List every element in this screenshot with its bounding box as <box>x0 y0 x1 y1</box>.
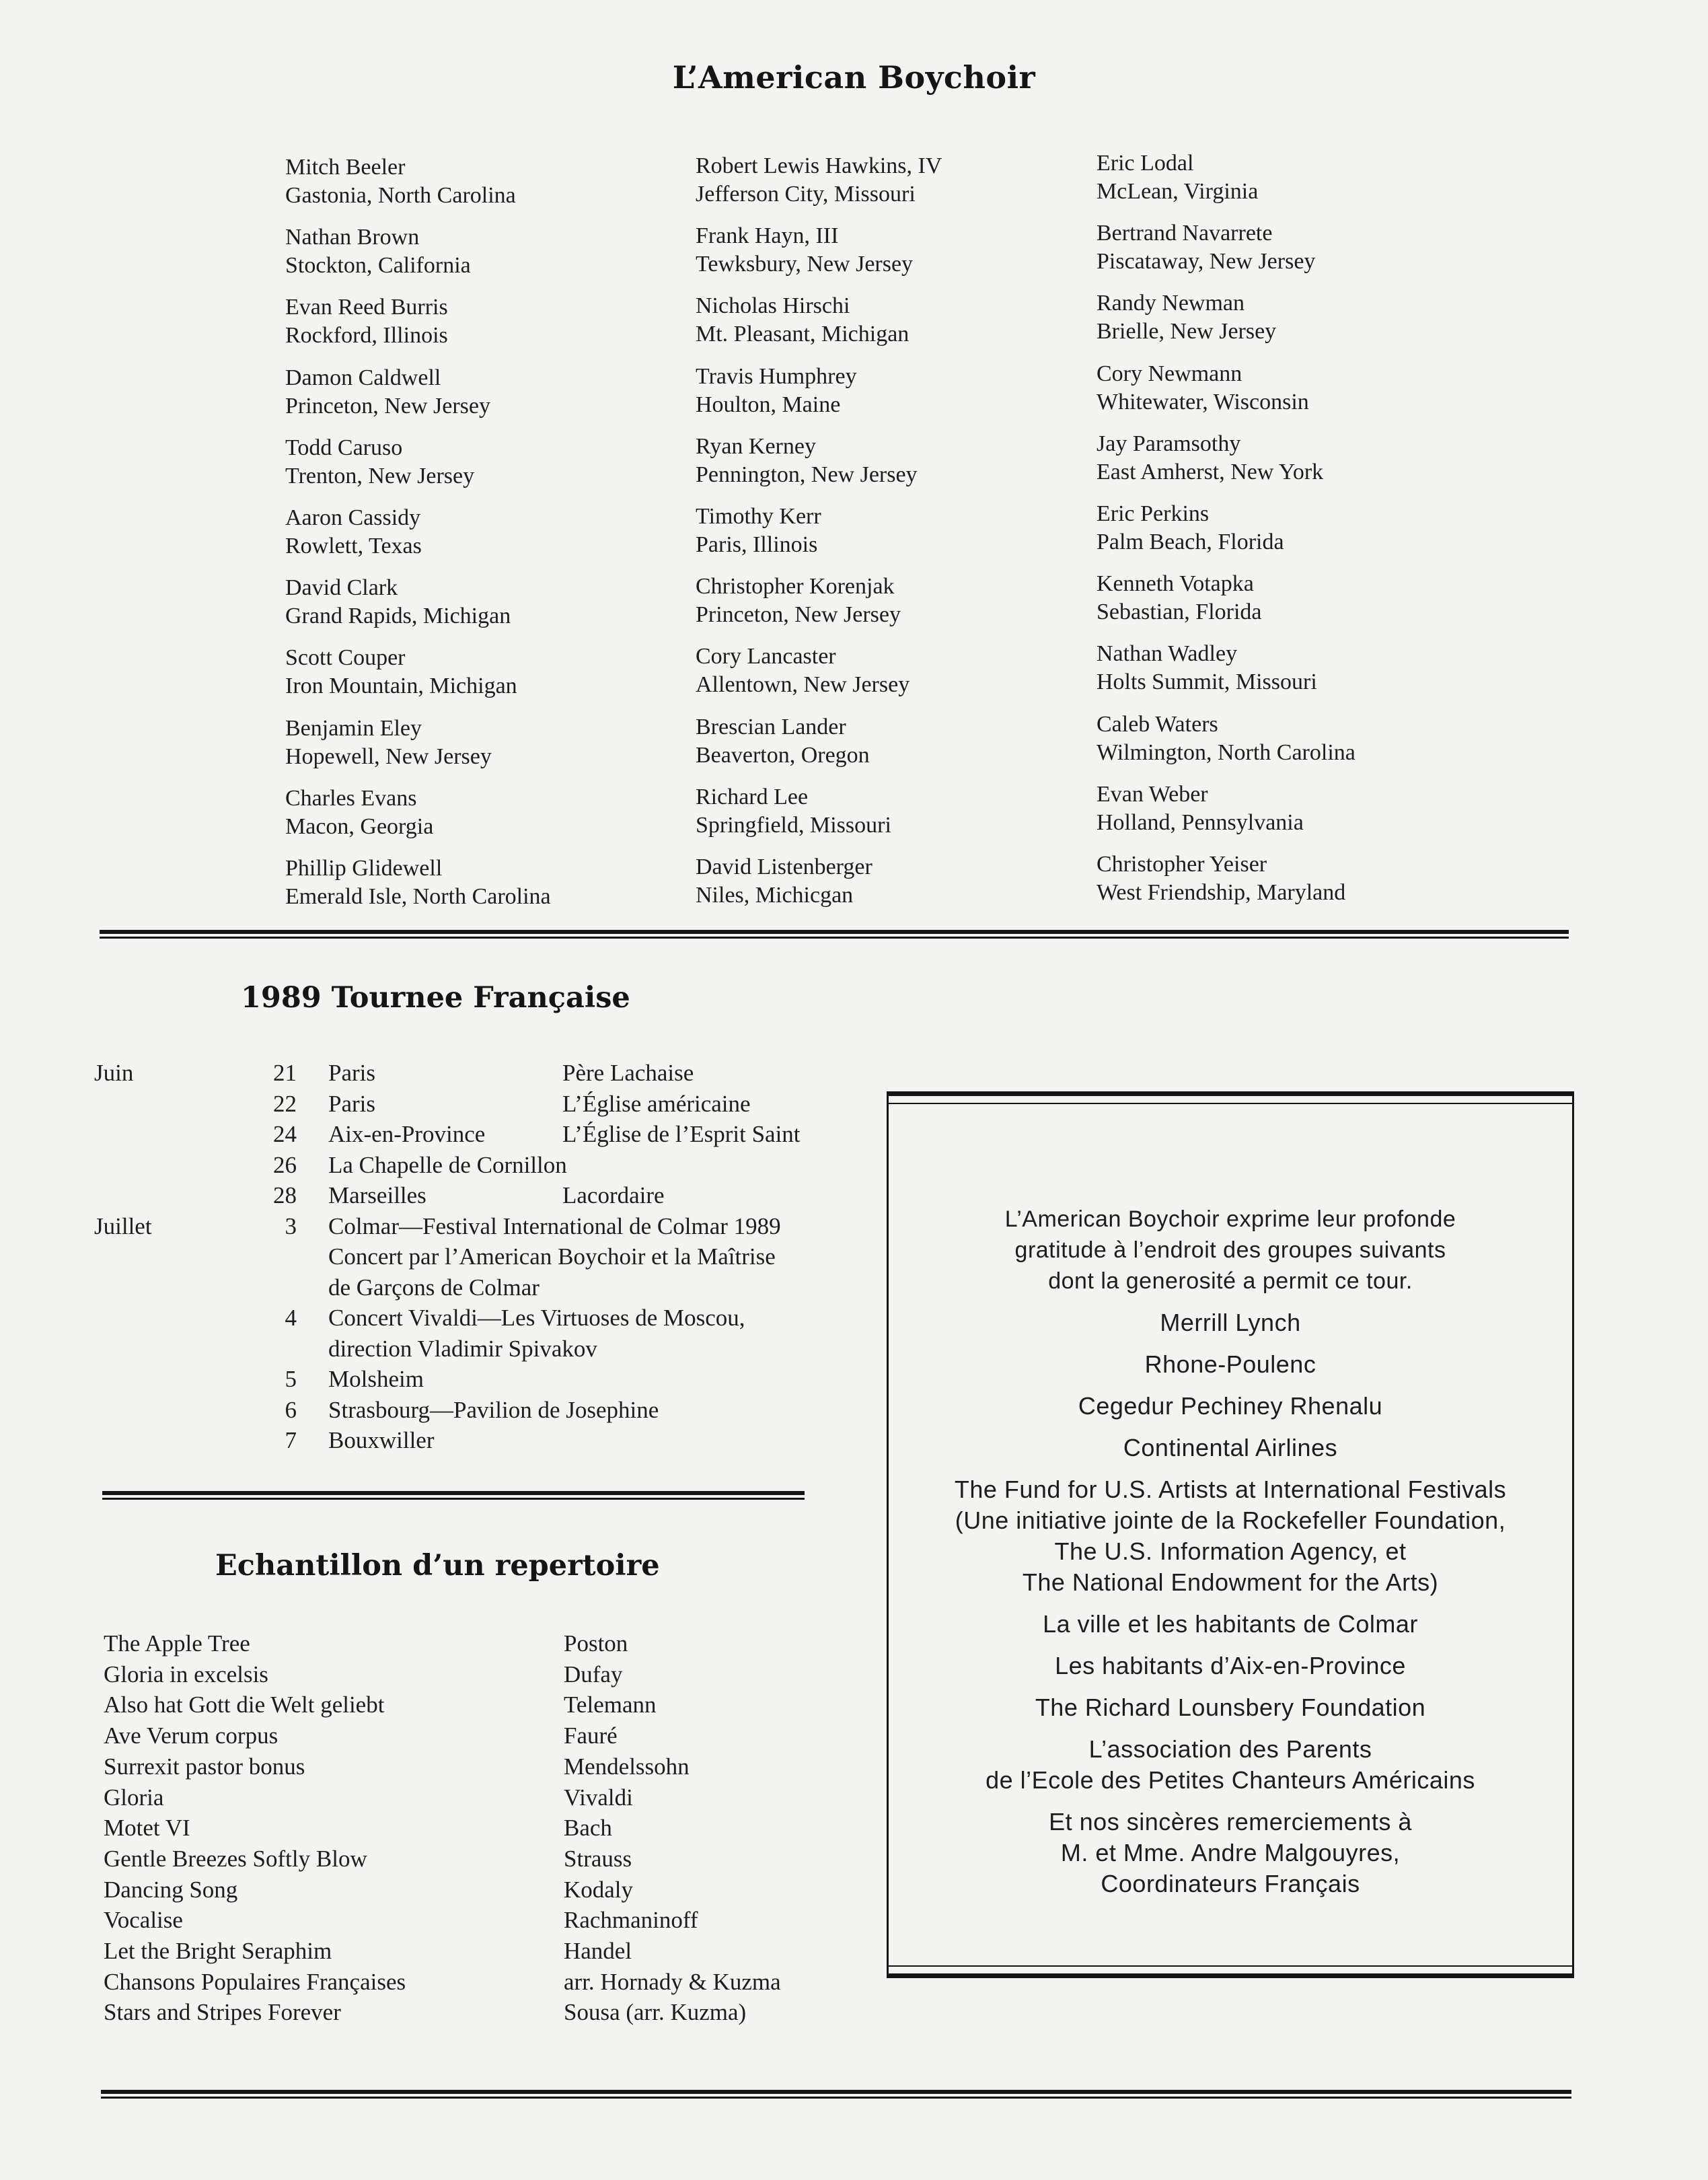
tour-city: Marseilles <box>328 1182 426 1208</box>
repertoire-title: Echantillon d’un repertoire <box>215 1549 660 1583</box>
sponsor-entry: L’association des Parents de l’Ecole des Petites Chanteurs Américains <box>986 1735 1475 1794</box>
tour-day: 22 <box>273 1090 297 1117</box>
repertoire-piece: Surrexit pastor bonus <box>104 1753 305 1780</box>
acknowledgements-content <box>889 1204 1572 1910</box>
member-name: Ryan Kerney <box>696 433 816 459</box>
choir-member <box>696 363 942 433</box>
tour-row <box>94 1241 801 1272</box>
repertoire-piece: Chansons Populaires Françaises <box>104 1968 406 1995</box>
tour-month <box>94 1303 227 1334</box>
repertoire-piece: Gentle Breezes Softly Blow <box>104 1845 367 1872</box>
repertoire-piece: Gloria <box>104 1784 164 1811</box>
sponsor-entry: Merrill Lynch <box>1160 1309 1301 1336</box>
repertoire-composer: Vivaldi <box>564 1784 633 1811</box>
repertoire-piece: Gloria in excelsis <box>104 1661 268 1687</box>
repertoire-piece: Stars and Stripes Forever <box>104 1999 341 2026</box>
sponsor-entry: Les habitants d’Aix-en-Province <box>1055 1652 1406 1679</box>
sponsor-entry: The Richard Lounsbery Foundation <box>1035 1694 1426 1721</box>
member-hometown: Iron Mountain, Michigan <box>285 674 517 699</box>
repertoire-composer: Sousa (arr. Kuzma) <box>564 1999 747 2026</box>
choir-member <box>1097 219 1356 289</box>
member-name: Cory Newmann <box>1097 361 1242 386</box>
choir-member <box>1097 570 1356 640</box>
member-hometown: Piscataway, New Jersey <box>1097 249 1316 275</box>
choir-member <box>1097 289 1356 359</box>
member-name: Phillip Glidewell <box>285 855 443 881</box>
choir-member <box>1097 780 1356 850</box>
member-name: Eric Lodal <box>1097 151 1194 176</box>
sponsor-entry: Continental Airlines <box>1123 1434 1338 1461</box>
member-hometown: Palm Beach, Florida <box>1097 529 1284 554</box>
repertoire-composer: Poston <box>564 1630 628 1657</box>
tour-month <box>94 1119 227 1150</box>
member-name: Richard Lee <box>696 784 809 809</box>
member-hometown: Holts Summit, Missouri <box>1097 669 1317 695</box>
member-hometown: Rockford, Illinois <box>285 323 448 349</box>
repertoire-composer: arr. Hornady & Kuzma <box>564 1968 781 1995</box>
members-column-3 <box>1097 149 1356 920</box>
choir-member <box>1097 850 1356 920</box>
acknowledgements-intro: L’American Boychoir exprime leur profonde gratitude à l’endroit des groupes suivants dont la generosité a permit ce tour. <box>1004 1206 1456 1294</box>
repertoire-piece: The Apple Tree <box>104 1630 250 1657</box>
tour-row <box>94 1211 801 1242</box>
sponsor-entry: Et nos sincères remerciements à M. et Mme. Andre Malgouyres, Coordinateurs Français <box>1049 1808 1412 1897</box>
repertoire-piece: Motet VI <box>104 1815 190 1842</box>
member-name: Bertrand Navarrete <box>1097 221 1273 246</box>
choir-member <box>1097 149 1356 219</box>
member-hometown: Macon, Georgia <box>285 813 434 839</box>
tour-month <box>94 1425 227 1456</box>
member-hometown: Pennington, New Jersey <box>696 462 918 487</box>
tour-venue: Père Lachaise <box>562 1060 694 1086</box>
tour-month <box>94 1089 227 1120</box>
choir-member <box>1097 430 1356 500</box>
tour-day: 7 <box>285 1427 297 1453</box>
tour-city: Aix-en-Province <box>328 1121 486 1147</box>
choir-member <box>696 503 942 573</box>
repertoire-composer: Telemann <box>564 1692 657 1718</box>
member-name: David Clark <box>285 575 398 601</box>
tour-detail: Concert Vivaldi—Les Virtuoses de Moscou, <box>328 1305 745 1331</box>
member-name: Randy Newman <box>1097 291 1245 316</box>
member-name: Benjamin Eley <box>285 715 422 741</box>
tour-month <box>94 1150 227 1181</box>
choir-member <box>1097 500 1356 570</box>
member-name: Mitch Beeler <box>285 155 406 180</box>
choir-member <box>696 573 942 643</box>
tour-month: Juillet <box>94 1212 152 1239</box>
repertoire-composers <box>564 1628 781 2028</box>
tour-month <box>94 1241 227 1272</box>
repertoire-piece: Let the Bright Seraphim <box>104 1938 332 1965</box>
repertoire-piece: Vocalise <box>104 1907 183 1934</box>
member-hometown: Wilmington, North Carolina <box>1097 739 1356 765</box>
choir-member <box>696 713 942 783</box>
choir-member <box>285 785 551 855</box>
choir-member <box>1097 640 1356 710</box>
choir-member <box>285 223 551 293</box>
tour-detail: de Garçons de Colmar <box>328 1274 540 1301</box>
tour-day: 3 <box>285 1212 297 1239</box>
tour-row <box>94 1150 801 1181</box>
member-hometown: Stockton, California <box>285 253 471 279</box>
choir-member <box>285 293 551 363</box>
member-name: Evan Reed Burris <box>285 295 448 320</box>
tour-day <box>227 1241 328 1272</box>
repertoire-piece: Also hat Gott die Welt geliebt <box>104 1692 385 1718</box>
tour-venue: L’Église américaine <box>562 1090 751 1117</box>
member-name: Charles Evans <box>285 785 417 811</box>
member-hometown: Paris, Illinois <box>696 532 818 557</box>
tour-title: 1989 Tournee Française <box>241 981 630 1015</box>
member-hometown: Springfield, Missouri <box>696 812 891 838</box>
repertoire-pieces <box>104 1628 406 2028</box>
choir-member <box>1097 360 1356 430</box>
tour-city: Paris <box>328 1060 375 1086</box>
tour-detail: Colmar—Festival International de Colmar 1989 <box>328 1212 781 1239</box>
tour-month <box>94 1334 227 1365</box>
member-hometown: Whitewater, Wisconsin <box>1097 389 1309 414</box>
member-name: Frank Hayn, III <box>696 223 839 249</box>
member-name: Robert Lewis Hawkins, IV <box>696 153 942 178</box>
tour-day: 28 <box>273 1182 297 1208</box>
member-hometown: Niles, Michicgan <box>696 882 854 908</box>
member-name: Nathan Brown <box>285 225 420 250</box>
choir-member <box>285 364 551 434</box>
tour-detail: La Chapelle de Cornillon <box>328 1151 567 1178</box>
tour-month <box>94 1180 227 1211</box>
member-hometown: Rowlett, Texas <box>285 533 422 558</box>
member-name: Travis Humphrey <box>696 363 857 389</box>
choir-member <box>1097 711 1356 780</box>
section-rule <box>102 1491 805 1500</box>
member-hometown: Princeton, New Jersey <box>696 602 901 628</box>
sponsor-entry: Rhone-Poulenc <box>1144 1350 1316 1378</box>
tour-day: 21 <box>273 1060 297 1086</box>
tour-day <box>227 1334 328 1365</box>
tour-month <box>94 1272 227 1303</box>
member-hometown: Houlton, Maine <box>696 392 841 417</box>
tour-day: 24 <box>273 1121 297 1147</box>
repertoire-composer: Kodaly <box>564 1876 634 1903</box>
member-name: Eric Perkins <box>1097 501 1210 526</box>
choir-member <box>696 783 942 853</box>
tour-month <box>94 1395 227 1426</box>
tour-row <box>94 1395 801 1426</box>
tour-day: 26 <box>273 1151 297 1178</box>
repertoire-composer: Strauss <box>564 1845 632 1872</box>
bottom-rule <box>101 2090 1571 2099</box>
acknowledgements-box <box>887 1091 1574 1978</box>
member-name: Kenneth Votapka <box>1097 571 1254 597</box>
tour-detail: Molsheim <box>328 1366 424 1392</box>
sponsor-entry: The Fund for U.S. Artists at International Festivals (Une initiative jointe de la Rockefeller Foundation, The U.S. Information Agency, et The National Endowment for the Arts) <box>954 1476 1507 1596</box>
member-hometown: Emerald Isle, North Carolina <box>285 883 551 909</box>
repertoire-piece: Dancing Song <box>104 1876 238 1903</box>
member-name: Nathan Wadley <box>1097 641 1238 667</box>
member-name: Christopher Korenjak <box>696 574 895 600</box>
member-hometown: East Amherst, New York <box>1097 459 1324 484</box>
choir-member <box>696 222 942 292</box>
repertoire-piece: Ave Verum corpus <box>104 1722 279 1749</box>
member-hometown: Allentown, New Jersey <box>696 672 910 698</box>
choir-member <box>696 643 942 713</box>
tour-day: 4 <box>285 1305 297 1331</box>
tour-day: 5 <box>285 1366 297 1392</box>
tour-detail: Bouxwiller <box>328 1427 435 1453</box>
member-hometown: Tewksbury, New Jersey <box>696 252 914 277</box>
member-hometown: Jefferson City, Missouri <box>696 182 916 207</box>
tour-row <box>94 1272 801 1303</box>
tour-row <box>94 1425 801 1456</box>
member-name: Timothy Kerr <box>696 503 821 529</box>
member-name: Todd Caruso <box>285 435 403 460</box>
tour-row <box>94 1089 801 1120</box>
member-hometown: Sebastian, Florida <box>1097 600 1262 625</box>
members-column-2 <box>696 152 942 923</box>
tour-month <box>94 1364 227 1395</box>
member-hometown: West Friendship, Maryland <box>1097 879 1346 905</box>
member-name: David Listenberger <box>696 854 872 879</box>
choir-member <box>696 433 942 503</box>
choir-member <box>696 292 942 362</box>
section-rule <box>100 930 1569 939</box>
choir-member <box>285 153 551 223</box>
member-hometown: Brielle, New Jersey <box>1097 319 1277 344</box>
members-column-1 <box>285 153 551 924</box>
tour-venue: L’Église de l’Esprit Saint <box>562 1121 801 1147</box>
member-hometown: Hopewell, New Jersey <box>285 743 492 769</box>
repertoire-composer: Bach <box>564 1815 612 1842</box>
repertoire-composer: Fauré <box>564 1722 618 1749</box>
choir-member <box>285 434 551 504</box>
repertoire-composer: Rachmaninoff <box>564 1907 698 1934</box>
sponsor-entry: Cegedur Pechiney Rhenalu <box>1078 1392 1383 1420</box>
choir-member <box>285 644 551 714</box>
member-name: Damon Caldwell <box>285 365 441 390</box>
tour-detail: Strasbourg—Pavilion de Josephine <box>328 1396 659 1423</box>
choir-title: L’American Boychoir <box>672 59 1036 96</box>
member-name: Aaron Cassidy <box>285 505 421 530</box>
tour-detail: Concert par l’American Boychoir et la Maîtrise <box>328 1243 776 1270</box>
tour-row <box>94 1058 801 1089</box>
sponsor-entry: La ville et les habitants de Colmar <box>1043 1610 1418 1638</box>
member-hometown: Mt. Pleasant, Michigan <box>696 322 909 347</box>
choir-member <box>285 855 551 924</box>
member-name: Jay Paramsothy <box>1097 431 1241 456</box>
tour-schedule <box>94 1058 801 1456</box>
member-name: Nicholas Hirschi <box>696 293 850 319</box>
tour-row <box>94 1364 801 1395</box>
tour-month: Juin <box>94 1060 134 1086</box>
choir-member <box>285 715 551 785</box>
repertoire-composer: Dufay <box>564 1661 623 1687</box>
repertoire-composer: Mendelssohn <box>564 1753 690 1780</box>
tour-city: Paris <box>328 1090 375 1117</box>
member-name: Scott Couper <box>285 645 406 671</box>
member-hometown: Princeton, New Jersey <box>285 393 490 419</box>
tour-row <box>94 1334 801 1365</box>
choir-member <box>696 152 942 222</box>
member-name: Cory Lancaster <box>696 644 836 669</box>
member-name: Brescian Lander <box>696 714 846 739</box>
member-hometown: Gastonia, North Carolina <box>285 183 516 208</box>
member-hometown: Beaverton, Oregon <box>696 742 870 768</box>
member-hometown: McLean, Virginia <box>1097 179 1259 204</box>
tour-venue: Lacordaire <box>562 1182 665 1208</box>
tour-row <box>94 1303 801 1334</box>
member-name: Evan Weber <box>1097 781 1208 807</box>
tour-detail: direction Vladimir Spivakov <box>328 1335 597 1362</box>
member-hometown: Trenton, New Jersey <box>285 463 475 488</box>
member-name: Christopher Yeiser <box>1097 851 1267 877</box>
tour-row <box>94 1119 801 1150</box>
choir-member <box>285 504 551 574</box>
member-name: Caleb Waters <box>1097 711 1218 737</box>
tour-day: 6 <box>285 1396 297 1423</box>
repertoire-composer: Handel <box>564 1938 632 1965</box>
tour-row <box>94 1180 801 1211</box>
member-hometown: Grand Rapids, Michigan <box>285 604 511 629</box>
choir-member <box>285 574 551 644</box>
tour-day <box>227 1272 328 1303</box>
choir-member <box>696 853 942 923</box>
member-hometown: Holland, Pennsylvania <box>1097 809 1304 835</box>
